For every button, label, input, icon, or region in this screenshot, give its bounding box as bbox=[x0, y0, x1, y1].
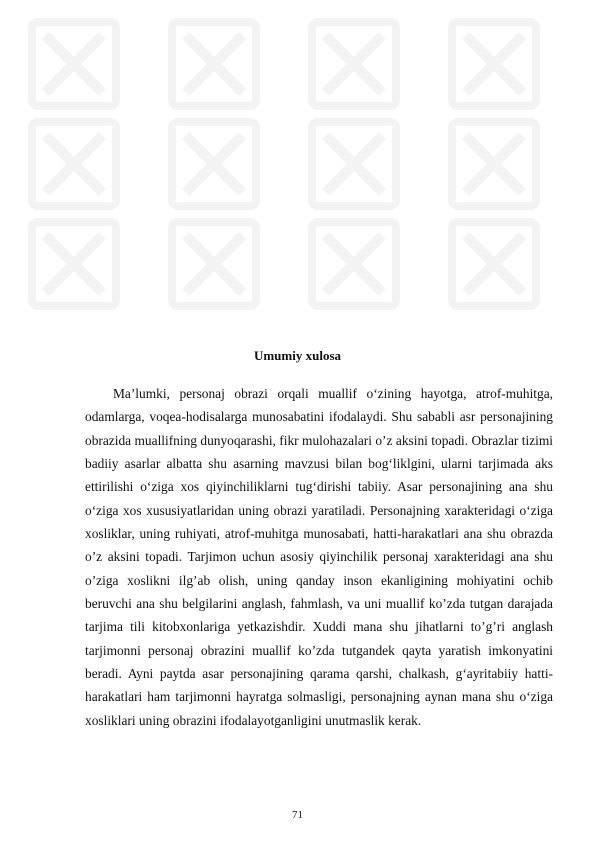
watermark-mark bbox=[308, 18, 400, 110]
watermark-mark bbox=[168, 118, 260, 210]
body-paragraph: Ma’lumki, personaj obrazi orqali muallif o‘zining hayotga, atrof-muhitga, odamlarga, voqea-hodisalarga munosabatini ifodalaydi. Shu sababli asr personajining obrazida muallifning dunyoqarashi, fikr mulohazalari o’z aksini topadi. Obrazlar tizimi badiiy asarlar albatta shu asarning mavzusi bilan bog‘liklgini, ularni tarjimada aks ettirilishi o‘ziga xos qiyinchiliklarni tug‘dirishi tabiiy. Asar personajining ana shu o‘ziga xos xususiyatlaridan uning obrazi yaratiladi. Personajning xarakteridagi o‘ziga xosliklar, uning ruhiyati, atrof-muhitga munosabati, hatti-harakatlari ana shu obrazda o’z aksini topadi. Tarjimon uchun asosiy qiyinchilik personaj xarakteridagi ana shu o’ziga xoslikni ilg’ab olish, uning qanday inson ekanligining mohiyatini ochib beruvchi ana shu belgilarini anglash, fahmlash, va uni muallif ko’zda tutgan darajada tarjima tili kitobxonlariga yetkazishdir. Xuddi mana shu jihatlarni to’g’ri anglash tarjimonni personaj obrazini muallif ko’zda tutgandek qayta yaratish imkonyatini beradi. Ayni paytda asar personajining qarama qarshi, chalkash, g‘ayritabiiy hatti-harakatlari ham tarjimonni hayratga solmasligi, personajning aynan mana shu o‘ziga xosliklari uning obrazini ifodalayotganligini unutmaslik kerak. bbox=[85, 386, 553, 728]
watermark-pattern bbox=[0, 0, 595, 330]
watermark-mark bbox=[168, 218, 260, 310]
watermark-mark bbox=[168, 18, 260, 110]
section-heading: Umumiy xulosa bbox=[253, 348, 342, 363]
watermark-mark bbox=[28, 118, 120, 210]
watermark-mark bbox=[308, 218, 400, 310]
watermark-mark bbox=[448, 118, 540, 210]
watermark-mark bbox=[448, 218, 540, 310]
watermark-mark bbox=[308, 118, 400, 210]
watermark-mark bbox=[448, 18, 540, 110]
watermark-mark bbox=[28, 218, 120, 310]
page-number: 71 bbox=[292, 809, 303, 821]
watermark-mark bbox=[28, 18, 120, 110]
